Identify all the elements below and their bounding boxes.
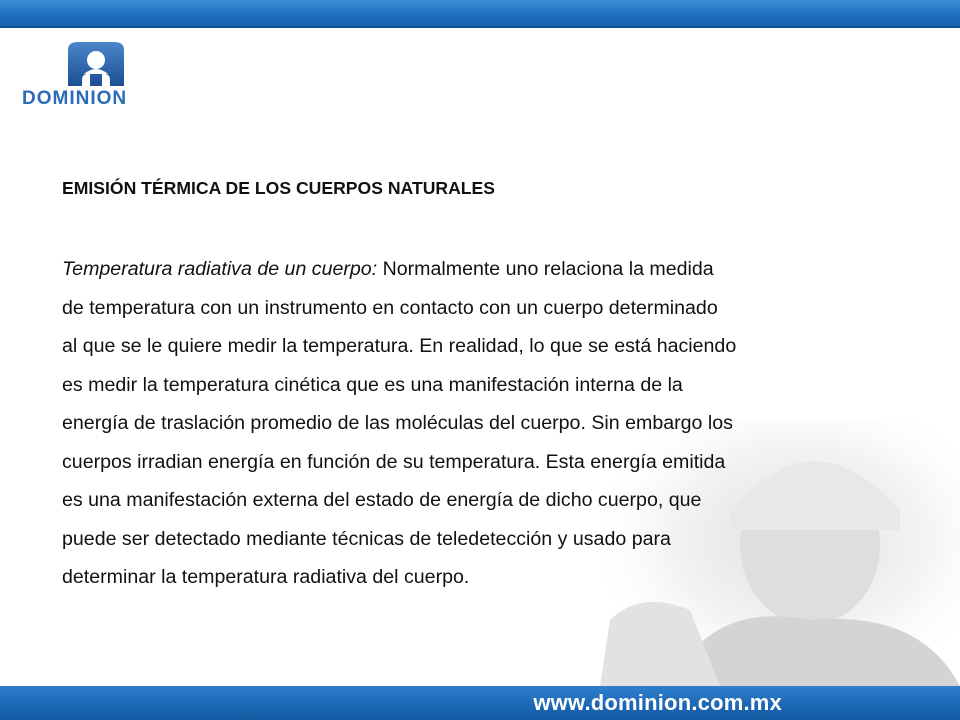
footer-website-link[interactable]: www.dominion.com.mx (533, 690, 782, 715)
footer-bar (0, 686, 960, 720)
logo-wordmark: DOMINION (22, 88, 128, 109)
body-line: energía de traslación promedio de las moléculas del cuerpo. Sin embargo los (62, 412, 733, 434)
body-lead-italic: Temperatura radiativa de un cuerpo: (62, 258, 378, 280)
body-line: cuerpos irradian energía en función de su temperatura. Esta energía emitida (62, 450, 726, 473)
body-line: de temperatura con un instrumento en contacto con un cuerpo determinado (62, 296, 718, 319)
slide-body (62, 250, 912, 597)
body-line (62, 250, 912, 289)
body-line-text: Normalmente uno relaciona la medida (377, 258, 714, 280)
body-line: puede ser detectado mediante técnicas de teledetección y usado para (62, 527, 671, 550)
body-line: es medir la temperatura cinética que es una manifestación interna de la (62, 373, 683, 396)
top-header-bar (0, 0, 960, 28)
body-line: es una manifestación externa del estado de energía de dicho cuerpo, que (62, 489, 702, 511)
slide-title: EMISIÓN TÉRMICA DE LOS CUERPOS NATURALES (62, 178, 496, 198)
body-line: determinar la temperatura radiativa del cuerpo. (62, 566, 470, 588)
logo-mark-icon (18, 40, 178, 90)
dominion-logo (18, 40, 178, 112)
body-line: al que se le quiere medir la temperatura. En realidad, lo que se está haciendo (62, 335, 737, 357)
